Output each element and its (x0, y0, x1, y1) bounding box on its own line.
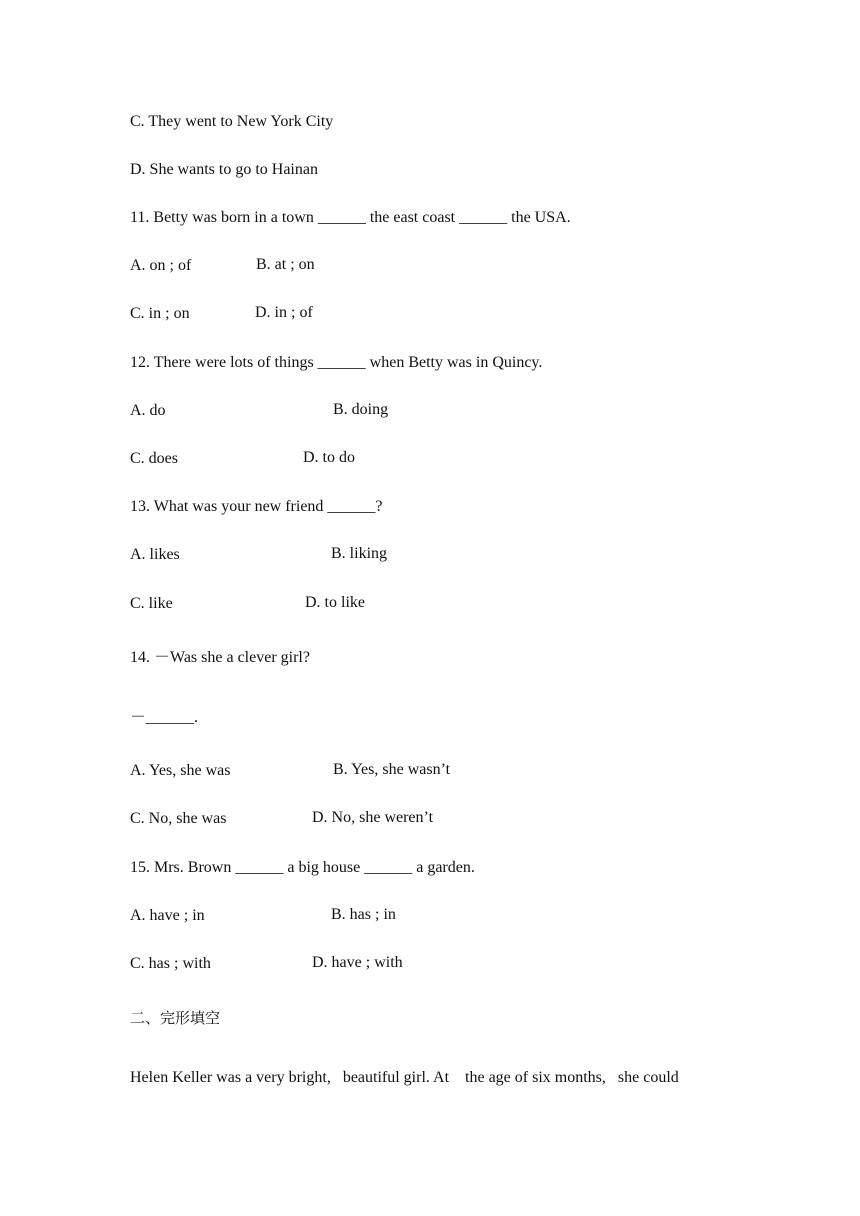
option-b-q13: B. liking (331, 545, 388, 562)
option-b-q14: B. Yes, she wasn’t (333, 761, 451, 778)
question-11: 11. Betty was born in a town ______ the east coast ______ the USA. (130, 209, 571, 226)
option-c-q13: C. like (130, 595, 173, 612)
option-d-q10: D. She wants to go to Hainan (130, 161, 318, 178)
option-d-q11: D. in ; of (255, 304, 313, 321)
option-a-q12: A. do (130, 402, 166, 419)
option-d-q13: D. to like (305, 594, 365, 611)
question-14-reply: －______. (130, 709, 199, 726)
section-heading-cloze: 二、完形填空 (130, 1009, 221, 1027)
option-a-q11: A. on ; of (130, 257, 192, 274)
option-d-q12: D. to do (303, 449, 355, 466)
option-a-q15: A. have ; in (130, 907, 205, 924)
option-b-q12: B. doing (333, 401, 389, 418)
option-b-q11: B. at ; on (256, 256, 315, 273)
option-c-q10: C. They went to New York City (130, 113, 334, 130)
question-14: 14. －Was she a clever girl? (130, 649, 310, 666)
option-b-q15: B. has ; in (331, 906, 396, 923)
question-13: 13. What was your new friend ______? (130, 498, 383, 515)
option-c-q12: C. does (130, 450, 178, 467)
option-c-q14: C. No, she was (130, 810, 227, 827)
option-d-q15: D. have ; with (312, 954, 403, 971)
passage-first-line: Helen Keller was a very bright, beautiful girl. At the age of six months, she could (130, 1069, 679, 1086)
question-15: 15. Mrs. Brown ______ a big house ______ a garden. (130, 859, 475, 876)
option-a-q13: A. likes (130, 546, 180, 563)
question-12: 12. There were lots of things ______ when Betty was in Quincy. (130, 354, 543, 371)
option-c-q15: C. has ; with (130, 955, 211, 972)
option-a-q14: A. Yes, she was (130, 762, 231, 779)
option-c-q11: C. in ; on (130, 305, 190, 322)
option-d-q14: D. No, she weren’t (312, 809, 434, 826)
